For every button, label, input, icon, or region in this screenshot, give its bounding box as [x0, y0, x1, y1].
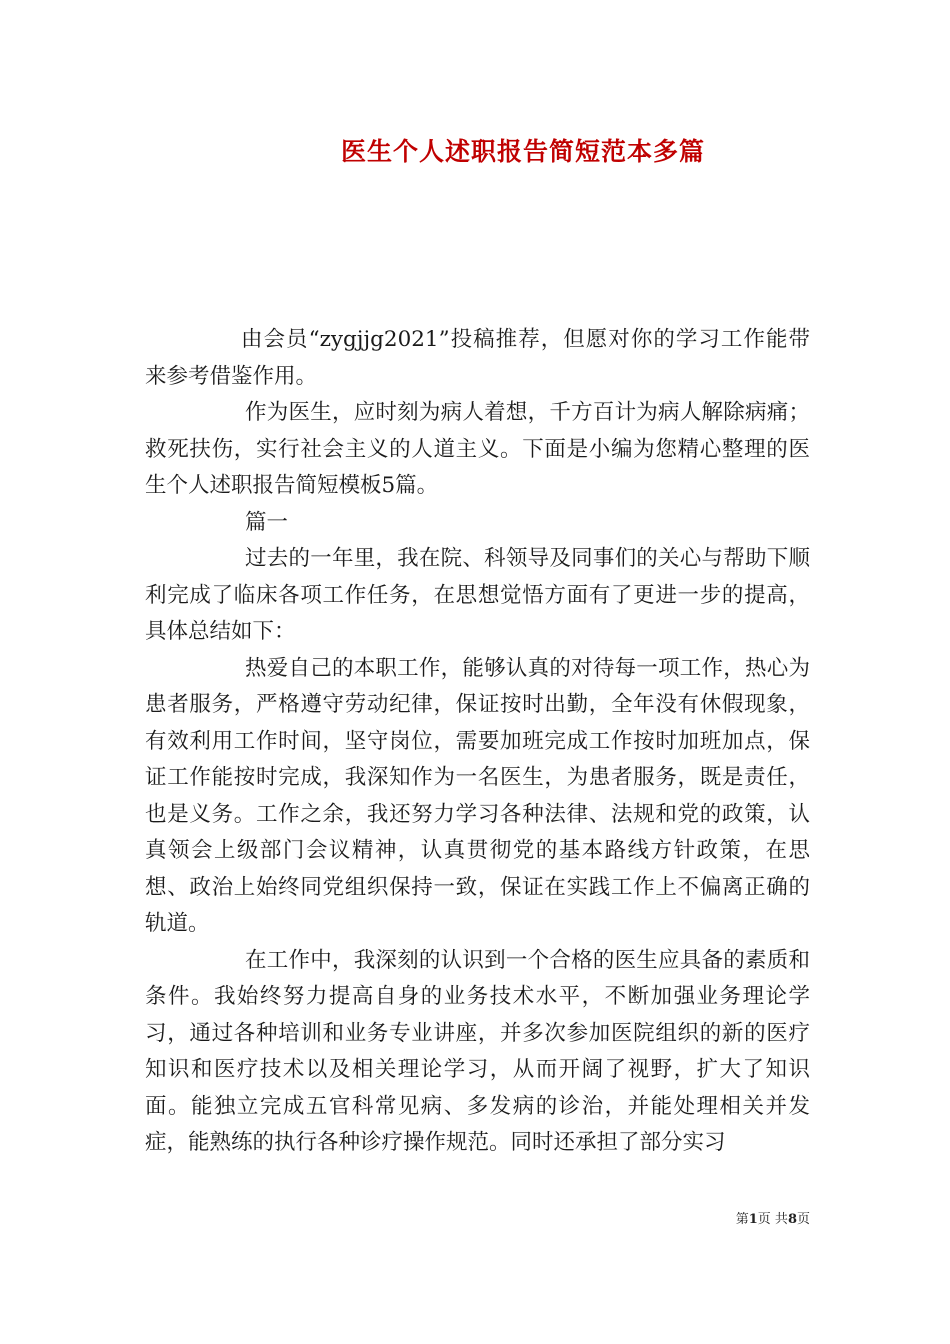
- footer-middle: 页 共: [757, 1212, 788, 1227]
- page-footer: [736, 1208, 810, 1227]
- body-paragraph: 热爱自己的本职工作，能够认真的对待每一项工作，热心为患者服务，严格遵守劳动纪律，保证按时出勤，全年没有休假现象，有效利用工作时间，坚守岗位，需要加班完成工作按时加班加点，保证工作能按时完成，我深知作为一名医生，为患者服务，既是责任，也是义务。工作之余，我还努力学习各种法律、法规和党的政策，认真领会上级部门会议精神，认真贯彻党的基本路线方针政策，在思想、政治上始终同党组织保持一致，保证在实践工作上不偏离正确的轨道。: [145, 655, 810, 936]
- document-body: [145, 322, 810, 1162]
- intro-paragraph: 由会员“zygjjg2021”投稿推荐，但愿对你的学习工作能带来参考借鉴作用。: [145, 327, 810, 389]
- summary-paragraph: 作为医生，应时刻为病人着想，千方百计为病人解除病痛；救死扶伤，实行社会主义的人道主义。下面是小编为您精心整理的医生个人述职报告简短模板5篇。: [145, 400, 810, 498]
- body-paragraph: 过去的一年里，我在院、科领导及同事们的关心与帮助下顺利完成了临床各项工作任务，在思想觉悟方面有了更进一步的提高，具体总结如下：: [145, 546, 810, 644]
- document-title: 医生个人述职报告简短范本多篇: [340, 137, 705, 166]
- current-page-number: 1: [748, 1212, 758, 1227]
- body-paragraph: 在工作中，我深刻的认识到一个合格的医生应具备的素质和条件。我始终努力提高自身的业务技术水平，不断加强业务理论学习，通过各种培训和业务专业讲座，并多次参加医院组织的新的医疗知识和医疗技术以及相关理论学习，从而开阔了视野，扩大了知识面。能独立完成五官科常见病、多发病的诊治，并能处理相关并发症，能熟练的执行各种诊疗操作规范。同时还承担了部分实习: [145, 947, 810, 1155]
- section-heading: 篇一: [245, 509, 289, 535]
- total-page-number: 8: [787, 1212, 797, 1227]
- footer-prefix: 第: [735, 1212, 749, 1227]
- footer-suffix: 页: [796, 1212, 810, 1227]
